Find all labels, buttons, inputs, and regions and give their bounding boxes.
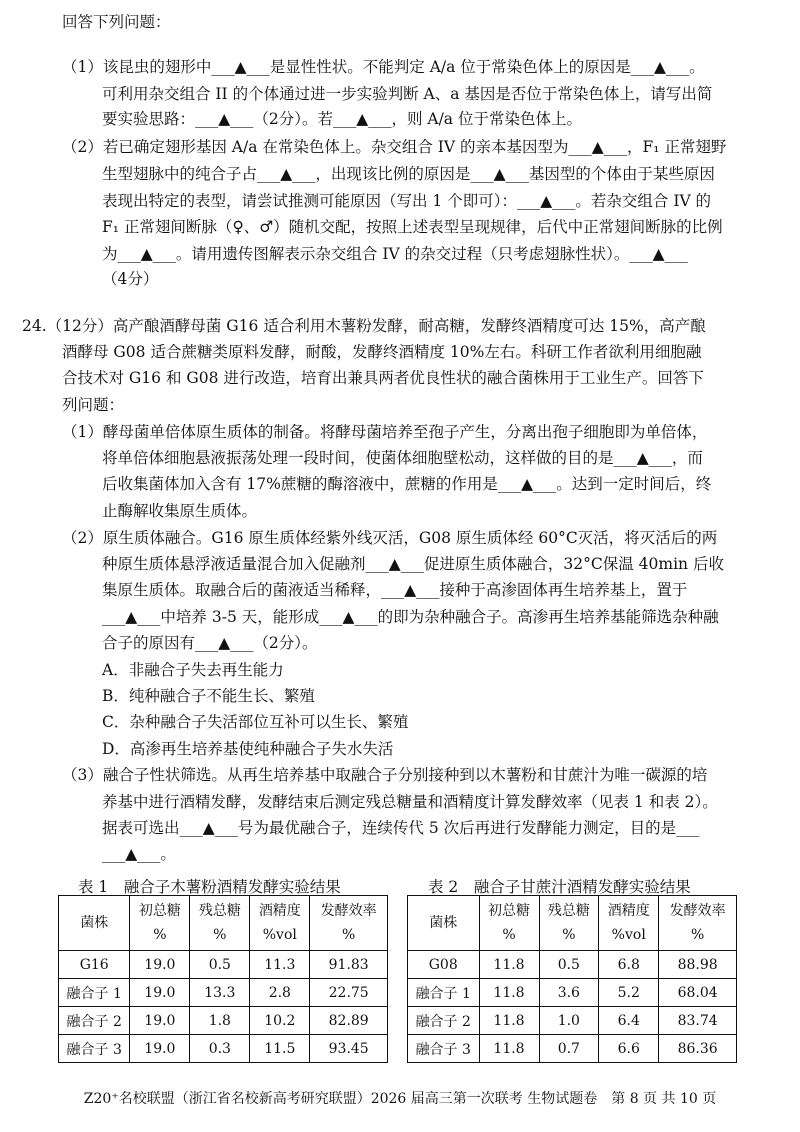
- table-cell: 86.36: [659, 1035, 737, 1063]
- table1-header-row: [59, 896, 388, 951]
- table-cell: 0.7: [539, 1035, 599, 1063]
- table2-header-row: [408, 896, 737, 951]
- table-cell: 11.8: [479, 1007, 539, 1035]
- table-row: [408, 1035, 737, 1063]
- table-cell: 融合子 2: [59, 1007, 130, 1035]
- table-row: [59, 979, 388, 1007]
- q23-p2-line-5: 为___▲___。请用遗传图解表示杂交组合 IV 的杂交过程（只考虑翅脉性状）。___▲___: [102, 245, 688, 263]
- table-cell: 91.83: [310, 951, 388, 979]
- table-cell: 6.6: [599, 1035, 659, 1063]
- table2-header-cell: 菌株: [408, 896, 480, 951]
- q23-p1-line-1: （1）该昆虫的翅形中___▲___是显性性状。不能判定 A/a 位于常染色体上的原因是___▲___。: [62, 58, 705, 76]
- q23-p2-line-3: 表现出特定的表型，请尝试推测可能原因（写出 1 个即可）：___▲___。若杂交组合 IV 的: [102, 192, 712, 210]
- q24-line-19: 养基中进行酒精发酵，发酵结束后测定残总糖量和酒精度计算发酵效率（见表 1 和表 2）。: [102, 793, 718, 811]
- table-row: [408, 979, 737, 1007]
- q24-line-5: （1）酵母菌单倍体原生质体的制备。将酵母菌培养至孢子产生，分离出孢子细胞即为单倍体，: [62, 423, 708, 441]
- q23-p2-line-6: （4分）: [102, 270, 159, 288]
- table-cell: 19.0: [130, 951, 190, 979]
- table-cell: 93.45: [310, 1035, 388, 1063]
- page-footer: Z20⁺名校联盟（浙江省名校新高考研究联盟）2026 届高三第一次联考 生物试题卷 第 8 页 共 10 页: [83, 1091, 717, 1107]
- table-cell: 1.8: [190, 1007, 250, 1035]
- table-cell: 融合子 3: [59, 1035, 130, 1063]
- table-cell: 68.04: [659, 979, 737, 1007]
- table1-header-cell: 残总糖 %: [190, 896, 250, 951]
- table-cell: 3.6: [539, 979, 599, 1007]
- table-cell: 融合子 3: [408, 1035, 480, 1063]
- q24-line-1: 24.（12分）高产酿酒酵母菌 G16 适合利用木薯粉发酵，耐高糖，发酵终酒精度可达 15%，高产酿: [22, 317, 706, 335]
- q24-line-8: 止酶解收集原生质体。: [102, 502, 258, 520]
- table-cell: 融合子 1: [408, 979, 480, 1007]
- table2-header-cell: 残总糖 %: [539, 896, 599, 951]
- table-cell: 13.3: [190, 979, 250, 1007]
- table1-caption: 表 1 融合子木薯粉酒精发酵实验结果: [78, 878, 341, 896]
- table-cell: 11.8: [479, 1035, 539, 1063]
- table2: [407, 895, 737, 1063]
- q24-line-21: ___▲___。: [102, 845, 176, 863]
- table-row: [408, 1007, 737, 1035]
- q23-intro: 回答下列问题：: [62, 13, 171, 31]
- table-row: [59, 1035, 388, 1063]
- table1-header-cell: 初总糖 %: [130, 896, 190, 951]
- table1-header-cell: 菌株: [59, 896, 130, 951]
- table-cell: 0.5: [539, 951, 599, 979]
- table-cell: 11.5: [250, 1035, 310, 1063]
- table-cell: 6.8: [599, 951, 659, 979]
- table-cell: 19.0: [130, 979, 190, 1007]
- q23-p2-line-1: （2）若已确定翅形基因 A/a 在常染色体上。杂交组合 IV 的亲本基因型为___▲___，F₁ 正常翅野: [62, 138, 727, 156]
- q24-line-11: 集原生质体。取融合后的菌液适当稀释，___▲___接种于高渗固体再生培养基上，置于: [102, 581, 688, 599]
- table-cell: 0.3: [190, 1035, 250, 1063]
- table2-header-cell: 发酵效率 %: [659, 896, 737, 951]
- q24-line-20: 据表可选出___▲___号为最优融合子，连续传代 5 次后再进行发酵能力测定，目的是___: [102, 819, 700, 837]
- q24-line-10: 种原生质体悬浮液适量混合加入促融剂___▲___促进原生质体融合，32°C保温 40min 后收: [102, 555, 724, 573]
- q23-p1-line-3: 要实验思路：___▲___（2分）。若___▲___，则 A/a 位于常染色体上。: [102, 110, 582, 128]
- table-cell: 6.4: [599, 1007, 659, 1035]
- table-cell: 19.0: [130, 1035, 190, 1063]
- table-cell: 82.89: [310, 1007, 388, 1035]
- table-row: [408, 951, 737, 979]
- q24-line-18: （3）融合子性状筛选。从再生培养基中取融合子分别接种到以木薯粉和甘蔗汁为唯一碳源的培: [62, 766, 708, 784]
- q24-option-c: C．杂种融合子失活部位互补可以生长、繁殖: [102, 713, 409, 731]
- table-cell: 11.8: [479, 979, 539, 1007]
- q24-line-3: 合技术对 G16 和 G08 进行改造，培育出兼具两者优良性状的融合菌株用于工业生产。回答下: [62, 369, 704, 387]
- table-cell: 19.0: [130, 1007, 190, 1035]
- q24-line-13: 合子的原因有___▲___（2分）。: [102, 634, 318, 652]
- table-cell: 10.2: [250, 1007, 310, 1035]
- table1-header-cell: 酒精度 %vol: [250, 896, 310, 951]
- q24-line-9: （2）原生质体融合。G16 原生质体经紫外线灭活，G08 原生质体经 60°C灭活，将灭活后的两: [62, 529, 718, 547]
- q23-p2-line-2: 生型翅脉中的纯合子占___▲___，出现该比例的原因是___▲___基因型的个体由于某些原因: [102, 165, 715, 183]
- q23-p2-line-4: F₁ 正常翅间断脉（♀、♂）随机交配，按照上述表型呈现规律，后代中正常翅间断脉的比例: [102, 218, 723, 236]
- table-cell: 83.74: [659, 1007, 737, 1035]
- table-cell: 2.8: [250, 979, 310, 1007]
- table-cell: G08: [408, 951, 480, 979]
- q24-option-d: D．高渗再生培养基使纯种融合子失水失活: [102, 740, 394, 758]
- table-cell: 11.3: [250, 951, 310, 979]
- table-cell: 融合子 2: [408, 1007, 480, 1035]
- table-cell: 0.5: [190, 951, 250, 979]
- table-row: [59, 951, 388, 979]
- q24-line-4: 列问题：: [62, 396, 125, 414]
- q23-p1-line-2: 可利用杂交组合 II 的个体通过进一步实验判断 A、a 基因是否位于常染色体上，请写出简: [102, 85, 713, 103]
- table-cell: G16: [59, 951, 130, 979]
- q24-line-7: 后收集菌体加入含有 17%蔗糖的酶溶液中，蔗糖的作用是___▲___。达到一定时间后，终: [102, 475, 712, 493]
- table2-header-cell: 酒精度 %vol: [599, 896, 659, 951]
- table-cell: 1.0: [539, 1007, 599, 1035]
- table1-header-cell: 发酵效率 %: [310, 896, 388, 951]
- q24-line-6: 将单倍体细胞悬液振荡处理一段时间，使菌体细胞壁松动，这样做的目的是___▲___，而: [102, 449, 703, 467]
- q24-option-b: B．纯种融合子不能生长、繁殖: [102, 687, 315, 705]
- table2-caption: 表 2 融合子甘蔗汁酒精发酵实验结果: [428, 878, 691, 896]
- table-cell: 88.98: [659, 951, 737, 979]
- table-cell: 融合子 1: [59, 979, 130, 1007]
- table-row: [59, 1007, 388, 1035]
- q24-line-12: ___▲___中培养 3-5 天，能形成___▲___的即为杂种融合子。高渗再生培养基能筛选杂种融: [102, 608, 719, 626]
- table-cell: 5.2: [599, 979, 659, 1007]
- table-cell: 11.8: [479, 951, 539, 979]
- table2-header-cell: 初总糖 %: [479, 896, 539, 951]
- table1: [58, 895, 388, 1063]
- q24-option-a: A．非融合子失去再生能力: [102, 661, 284, 679]
- table-cell: 22.75: [310, 979, 388, 1007]
- q24-line-2: 酒酵母 G08 适合蔗糖类原料发酵，耐酸，发酵终酒精度 10%左右。科研工作者欲利用细胞融: [62, 343, 702, 361]
